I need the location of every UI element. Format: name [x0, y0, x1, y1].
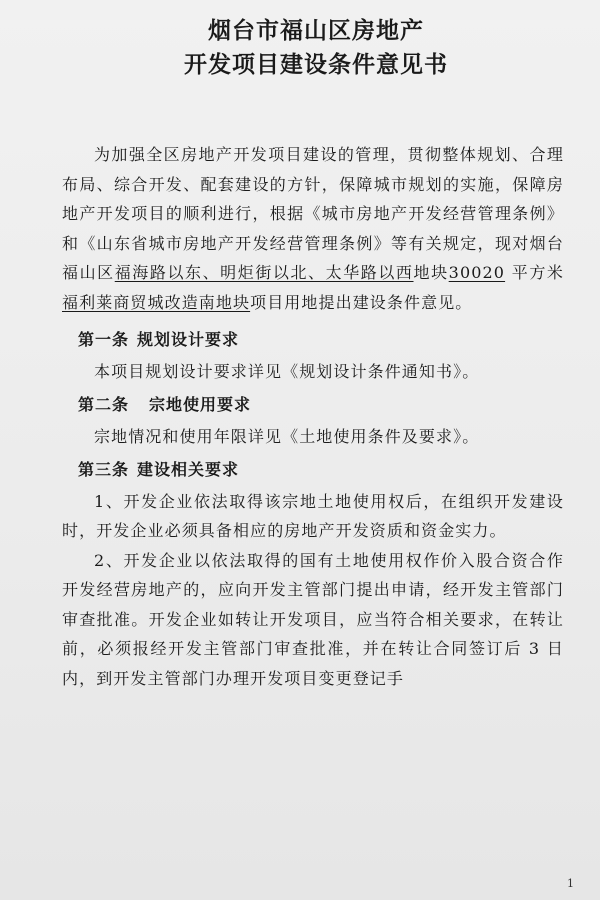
article-2-number: 第二条	[78, 395, 130, 414]
intro-text-2: 地块	[413, 263, 449, 282]
article-3-heading	[62, 455, 564, 485]
article-3-item-1: 1、开发企业依法取得该宗地土地使用权后，在组织开发建设时，开发企业必须具备相应的房地产开发资质和资金实力。	[62, 491, 564, 540]
intro-text-4: 项目用地提出建设条件意见。	[250, 292, 473, 312]
article-1-heading	[62, 325, 564, 355]
intro-project-name: 福利莱商贸城改造南地块	[62, 292, 251, 312]
page-number: 1	[567, 877, 574, 890]
article-1-number: 第一条	[78, 330, 130, 349]
intro-paragraph	[62, 140, 564, 317]
article-2-heading	[62, 390, 564, 420]
document-title-line-1: 烟台市福山区房地产	[208, 18, 424, 44]
article-1-body: 本项目规划设计要求详见《规划设计条件通知书》。	[94, 361, 480, 381]
intro-text-1: 为加强全区房地产开发项目建设的管理，贯彻整体规划、合理布局、综合开发、配套建设的方针，保障城市规划的实施，保障房地产开发项目的顺利进行，根据《城市房地产开发经营管理条例》和《山东省城市房地产开发经营管理条例》等有关规定，现对烟台福山区	[62, 145, 564, 282]
intro-location: 福海路以东、明炬街以北、太华路以西	[114, 263, 414, 282]
article-3-number: 第三条	[78, 460, 130, 479]
article-3-title: 建设相关要求	[137, 460, 240, 479]
intro-text-3: 平方米	[505, 263, 564, 282]
article-2-body: 宗地情况和使用年限详见《土地使用条件及要求》。	[94, 426, 480, 446]
article-1-title: 规划设计要求	[137, 330, 240, 349]
intro-area: 30020	[448, 263, 506, 282]
document-title-line-2: 开发项目建设条件意见书	[184, 52, 448, 78]
article-3-item-2: 2、开发企业以依法取得的国有土地使用权作价入股合资合作开发经营房地产的，应向开发主管部门提出申请，经开发主管部门审查批准。开发企业如转让开发项目，应当符合相关要求，在转让前，必须报经开发主管部门审查批准，并在转让合同签订后 3 日内，到开发主管部门办理开发项目变更登记手	[62, 550, 564, 688]
article-2-title: 宗地使用要求	[149, 395, 252, 414]
